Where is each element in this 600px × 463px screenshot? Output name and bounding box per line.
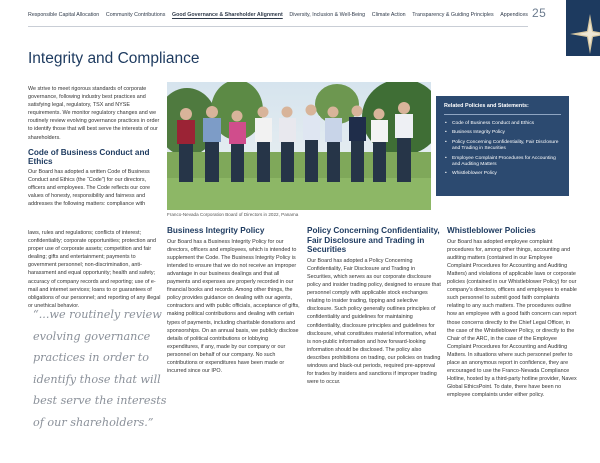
header-divider	[28, 26, 528, 27]
board-photo	[167, 82, 431, 210]
code-heading: Code of Business Conduct and Ethics	[28, 147, 150, 167]
policy-concerning-text: Our Board has adopted a Policy Concerning Confidentiality, Fair Disclosure and Trading in Securities, which serves as our corporate disclosure policy and insider trading policy, designed to ensure that personnel comply with applicable stock exchanges relating to insider trading, tipping and selective disclosure. Such policy generally outlines principles of confidentiality and guidelines for maintaining confidentiality, disclosure principles and guidelines for disclosure, what constitutes material information, what is non-public information and how forward-looking information should be disclosed. The policy also describes prohibitions on trading, our policies on trading windows and black-out periods, required pre-approval for trades by insiders and sanctions if improper trading were to occur.	[307, 257, 441, 386]
related-policy-item[interactable]: • Employee Complaint Procedures for Accounting and Auditing Matters	[444, 156, 561, 169]
related-policies-title: Related Policies and Statements:	[444, 103, 561, 115]
code-continued	[28, 229, 164, 310]
related-policies-box	[436, 96, 569, 196]
business-integrity-section	[167, 226, 301, 375]
policy-concerning-heading: Policy Concerning Confidentiality, Fair Disclosure and Trading in Securities	[307, 226, 440, 255]
code-paragraph-a: Our Board has adopted a written Code of Business Conduct and Ethics (the “Code”) for our directors, officers and employees. The Code reflects our core values of honesty, responsibility and fairness and addresses the following matters: compliance with	[28, 168, 151, 208]
related-policy-item[interactable]: • Policy Concerning Confidentiality, Fair Disclosure and Trading in Securities	[444, 140, 561, 153]
pull-quote: “...we routinely review evolving governance practices in order to identify those that will best serve the interests of our shareholders.”	[33, 308, 167, 429]
intro-paragraph: We strive to meet rigorous standards of corporate governance, following industry best practices and satisfying legal, regulatory, TSX and NYSE requirements. We monitor regulatory changes and we routinely review evolving governance practices in order to identify those that will best serve the interests of our shareholders.	[28, 86, 160, 141]
related-policy-item[interactable]: • Business Integrity Policy	[444, 130, 561, 136]
nav-item-diversity[interactable]: Diversity, Inclusion & Well-Being	[289, 12, 366, 18]
related-policy-item[interactable]: • Code of Business Conduct and Ethics	[444, 121, 561, 127]
compass-logo	[566, 0, 600, 56]
photo-caption: Franco-Nevada Corporation Board of Directors in 2022, Panama	[167, 212, 299, 217]
related-policies-list	[444, 121, 561, 178]
nav-item-community[interactable]: Community Contributions	[105, 12, 166, 18]
nav-item-governance[interactable]: Good Governance & Shareholder Alignment	[171, 12, 283, 18]
whistleblower-heading: Whistleblower Policies	[447, 226, 536, 235]
compass-star-icon	[568, 12, 600, 56]
top-nav	[28, 10, 528, 20]
code-paragraph-b: laws, rules and regulations; conflicts of interest; confidentiality; corporate opportunities; protection and proper use of corporate assets; competition and fair dealing; gifts and entertainment; payments to government personnel; non-discrimination, anti-harassment and equal opportunity; health and safety; accuracy of company records and reporting; use of e-mail and internet services; loans to or guarantees of obligations of our personnel; and reporting of any illegal or unethical behavior.	[28, 230, 161, 309]
intro-column	[28, 85, 164, 214]
related-policy-item[interactable]: • Whistleblower Policy	[444, 171, 561, 177]
nav-item-transparency[interactable]: Transparency & Guiding Principles	[412, 12, 494, 18]
nav-item-appendices[interactable]: Appendices	[500, 12, 528, 18]
page-title: Integrity and Compliance	[28, 50, 200, 67]
page-number: 25	[532, 6, 547, 20]
nav-item-capital-allocation[interactable]: Responsible Capital Allocation	[28, 12, 100, 18]
board-photo-image	[167, 82, 431, 210]
whistleblower-section	[447, 226, 577, 399]
policy-concerning-section	[307, 226, 441, 386]
business-integrity-text: Our Board has a Business Integrity Policy for our directors, officers and employees, which is intended to supplement the Code. The Business Integrity Policy is intended to ensure that we do not receive an improper advantage in our business dealings and that all payments and expenses are properly recorded in our financial books and records. Among other things, the policy provides guidance on dealing with our agents, contractors and with public officials, acceptance of gifts, making political contributions and dealing with certain types of payments, including charitable donations and sponsorships. On an annual basis, we publicly disclose details of political contributions or lobbying expenditures, if any, made by our company or our personnel on behalf of our company. No such contributions or expenditures have been made or incurred since our IPO.	[167, 238, 300, 375]
whistleblower-text: Our Board has adopted employee complaint procedures for, among other things, accounting and auditing matters (contained in our Employee Complaint Procedures for Accounting and Auditing Matters) and violations of applicable laws or corporate policies (contained in our Whistleblower Policy) for our company’s directors, officers and employees to enable such personnel to submit good faith complaints relating to any such matters. The procedures outline how an employee with a good faith concern can report those concerns directly to the Chief Legal Officer, in the case of the Whistleblower Policy, or directly to the Chair of the ARC, in the case of the Employee Complaint Procedures for Accounting and Auditing Matters. In situations where such personnel prefer to place an anonymous report in confidence, they are encouraged to use the Franco-Nevada Compliance Hotline, hosted by a third-party hotline provider, Navex Global EthicsPoint. To date, there have been no employee complaints under either policy.	[447, 238, 577, 399]
business-integrity-heading: Business Integrity Policy	[167, 226, 265, 235]
nav-item-climate[interactable]: Climate Action	[371, 12, 406, 18]
